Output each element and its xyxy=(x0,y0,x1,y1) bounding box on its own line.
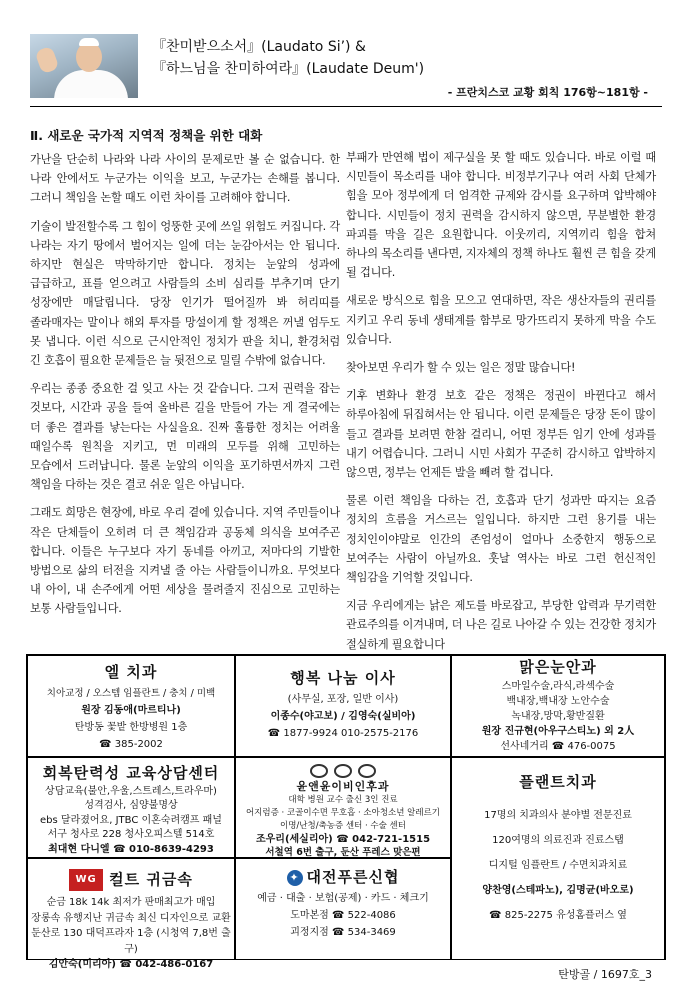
ad-line: 둔산로 130 대덕프라자 1층 (시청역 7,8번 출구) xyxy=(31,928,231,955)
ad-name: 맑은눈안과 xyxy=(519,658,597,676)
ad-name: 대전푸른신협 xyxy=(306,868,400,886)
ad-line: 이명/난청/축농증 센터 · 수술 센터 xyxy=(280,821,406,831)
source-citation: - 프란치스코 교황 회칙 176항~181항 - xyxy=(447,86,648,99)
ad-line: 녹내장,망막,황반질환 xyxy=(511,711,605,722)
paragraph: 지금 우리에게는 낡은 제도를 바로잡고, 부당한 압력과 무기력한 관료주의를 이겨내며, 더 나은 길로 나아갈 수 있는 건강한 정치가 절실하게 필요합니다 xyxy=(346,599,656,651)
ad-line: 서철역 6번 출구, 둔산 푸레스 맞은편 xyxy=(265,847,421,858)
ad-line: ☎ 825-2275 유성홈플러스 옆 xyxy=(489,910,627,921)
paragraph: 찾아보면 우리가 할 수 있는 일은 정말 많습니다! xyxy=(346,361,576,375)
paragraph: 부패가 만연해 법이 제구실을 못 할 때도 있습니다. 바로 이럴 때 시민들이 목소리를 내야 합니다. 비정부기구나 여러 사회 단체가 힘을 모아 정부에게 더 엄격한 규제와 감시를 요구하며 압박해야 합니다. 시민들이 정치 권력을 감시하지 않으면, 무분별한 환경 파괴를 막을 길은 요원합니다. 이웃끼리, 지역끼리 힘을 합쳐 하나의 목소리를 낸다면, 지자체의 정책 하나도 훨씬 큰 힘을 갖게 될 겁니다. xyxy=(346,151,656,280)
ad-line: 조우리(세실리아) ☎ 042-721-1515 xyxy=(255,834,431,845)
ad-line: 백내장,백내장 노안수술 xyxy=(506,696,610,707)
ad-line: 도마본점 ☎ 522-4086 xyxy=(290,910,396,921)
ad-line: 선사네거리 ☎ 476-0075 xyxy=(500,741,616,752)
ad-line: 서구 청사로 228 청사오피스텔 514호 xyxy=(47,829,215,840)
right-column xyxy=(346,148,656,663)
ad-eye-clinic xyxy=(451,655,665,757)
ad-name: 컬트 귀금속 xyxy=(109,870,193,889)
paragraph: 물론 이런 책임을 다하는 건, 호흡과 단기 성과만 따지는 요즘 정치의 흐름을 거스르는 일입니다. 하지만 그런 용기를 내는 정치인이야말로 인간의 존엄성이 얼마나 소중한지 행동으로 보여주는 사람이 아닐까요. 훗날 역사는 바로 그런 헌신적인 책임감을 기억할 것입니다. xyxy=(346,494,656,585)
ad-line: ebs 달라졌어요, JTBC 이혼숙려캠프 패널 xyxy=(40,814,222,826)
ad-line: ☎ 1877-9924 010-2575-2176 xyxy=(267,728,419,739)
top-rule xyxy=(30,106,662,107)
ad-jewelry xyxy=(27,858,235,970)
ad-line: 탄방동 꽃밭 한방병원 1층 xyxy=(74,722,188,733)
ad-moving xyxy=(235,655,451,757)
page-footer: 탄방골 / 1697호_3 xyxy=(558,968,652,981)
ad-line: 원장 진규현(아우구스티노) 외 2人 xyxy=(481,726,635,737)
ad-name: 엘 치과 xyxy=(104,663,158,681)
ad-line: 120여명의 의료진과 진료스탭 xyxy=(492,835,624,846)
title-line-2: 『하느님을 찬미하여라』(Laudate Deum') xyxy=(152,61,425,77)
credit-union-logo-icon: ✦ xyxy=(287,870,303,886)
ad-line: 17명의 치과의사 분야별 전문진료 xyxy=(484,810,632,821)
ad-name: 플랜트치과 xyxy=(519,773,597,791)
paragraph: 기술이 발전할수록 그 힘이 엉뚱한 곳에 쓰일 위험도 커집니다. 각 나라는 자기 땅에서 벌어지는 일에 더는 눈감아서는 안 됩니다. 하지만 현실은 막막하기만 합니다. 정치는 눈앞의 성과에 급급하고, 표를 얻으려고 사람들의 소비 심리를 부추기며 단기 성장에만 매달립니다. 당장 인기가 떨어질까 봐 허리띠를 졸라매자는 말이나 해외 투자를 망설이게 할 정책은 꺼낼 엄두도 못 냅니다. 이런 식으로 근시안적인 정치가 판을 치니, 환경처럼 긴 호흡이 필요한 문제들은 늘 뒷전으로 밀릴 수밖에 없습니다. xyxy=(30,219,340,368)
ad-line: 양찬영(스테파노), 김명균(바오로) xyxy=(482,885,634,896)
ad-line: 디지털 임플란트 / 수면치과치료 xyxy=(488,860,628,871)
ad-ent-clinic xyxy=(235,757,451,858)
ad-name: 행복 나눔 이사 xyxy=(290,669,396,687)
paragraph: 우리는 종종 중요한 걸 잊고 사는 것 같습니다. 그저 권력을 잡는 것보다, 시간과 공을 들여 올바른 길을 만들어 가는 게 결국에는 더 좋은 결과를 낳는다는 사실을요. 진짜 훌륭한 정치는 어려울 때일수록 원칙을 지키고, 먼 미래의 모두를 위해 고민하는 모습에서 드러납니다. 물론 눈앞의 이익을 포기하면서까지 그런 책임을 다하는 것은 결코 쉬운 일은 아닙니다. xyxy=(30,382,340,492)
ad-line: 상담교육(불안,우울,스트레스,트라우마) xyxy=(45,785,217,797)
ad-counseling xyxy=(27,757,235,858)
ad-line: 성격검사, 심양불명상 xyxy=(84,800,178,811)
ad-line: 김안숙(미리아) ☎ 042-486-0167 xyxy=(48,959,214,970)
section-title: Ⅱ. 새로운 국가적 지역적 정책을 위한 대화 xyxy=(30,128,263,143)
ad-line: 대학 병원 교수 출신 3인 진료 xyxy=(288,795,398,805)
ad-line: 이종수(야고보) / 김영숙(실비아) xyxy=(270,711,416,722)
ad-line: 스마일수술,라식,라섹수술 xyxy=(501,681,615,692)
ad-credit-union xyxy=(235,858,451,960)
ad-name: 회복탄력성 교육상담센터 xyxy=(42,764,220,782)
ad-line: ☎ 385-2002 xyxy=(99,739,163,750)
ad-plant-dental xyxy=(451,757,665,960)
pope-photo xyxy=(30,34,138,98)
clinic-logo-icon xyxy=(236,764,450,778)
ad-line: 어지럼증 · 코골이수면 무호흡 · 소아청소년 알레르기 xyxy=(245,808,441,818)
paragraph: 가난을 단순히 나라와 나라 사이의 문제로만 볼 순 없습니다. 한 나라 안에서도 누군가는 이익을 보고, 누군가는 손해를 봅니다. 그러니 책임을 논할 때도 이런 차이를 고려해야 합니다. xyxy=(30,153,340,205)
ad-line: 예금 · 대출 · 보험(공제) · 카드 · 체크기 xyxy=(257,893,429,904)
title-line-1: 『찬미받으소서』(Laudato Si’) & xyxy=(152,39,366,55)
ad-line: 최대현 다니엘 ☎ 010-8639-4293 xyxy=(48,843,214,855)
ad-name: 윤앤윤이비인후과 xyxy=(296,780,390,793)
ads-section xyxy=(26,654,666,970)
left-column xyxy=(30,150,340,628)
ad-line: 괴정지점 ☎ 534-3469 xyxy=(290,927,396,938)
paragraph: 기후 변화나 환경 보호 같은 정책은 정권이 바뀐다고 해서 하루아침에 뒤집혀서는 안 됩니다. 이런 문제들은 당장 돈이 많이 들고 결과를 보려면 한참 걸리니, 어떤 정부든 임기 안에 성과를 내기 어렵습니다. 그러니 시민 사회가 꾸준히 감시하고 압박하지 않으면, 정부는 언제든 발을 빼려 할 겁니다. xyxy=(346,389,656,480)
paragraph: 새로운 방식으로 힘을 모으고 연대하면, 작은 생산자들의 권리를 지키고 우리 동네 생태계를 함부로 망가뜨리지 못하게 막을 수도 있습니다. xyxy=(346,294,656,346)
header xyxy=(30,30,662,102)
wg-logo-icon: WG xyxy=(69,869,103,891)
ad-el-dental xyxy=(27,655,235,757)
ad-line: 치아교정 / 오스템 임플란트 / 충치 / 미백 xyxy=(46,688,216,699)
ad-line: 순금 18k 14k 최저가 판매최고가 매입 xyxy=(46,897,216,908)
ad-line: (사무실, 포장, 일반 이사) xyxy=(287,694,399,705)
ad-line: 장롱속 유행지난 귀금속 최신 디자인으로 교환 xyxy=(31,912,231,924)
ad-line: 원장 김동애(마르티나) xyxy=(81,705,181,716)
paragraph: 그래도 희망은 현장에, 바로 우리 곁에 있습니다. 지역 주민들이나 작은 단체들이 오히려 더 큰 책임감과 공동체 의식을 보여주곤 합니다. 이들은 누구보다 자기 동네를 아끼고, 저마다의 기발한 방법으로 삶의 터전을 지켜낼 줄 아는 사람들이니까요. 무엇보다 내 아이, 내 손주에게 어떤 세상을 물려줄지 진심으로 고민하는 보통 사람들입니다. xyxy=(30,506,340,616)
